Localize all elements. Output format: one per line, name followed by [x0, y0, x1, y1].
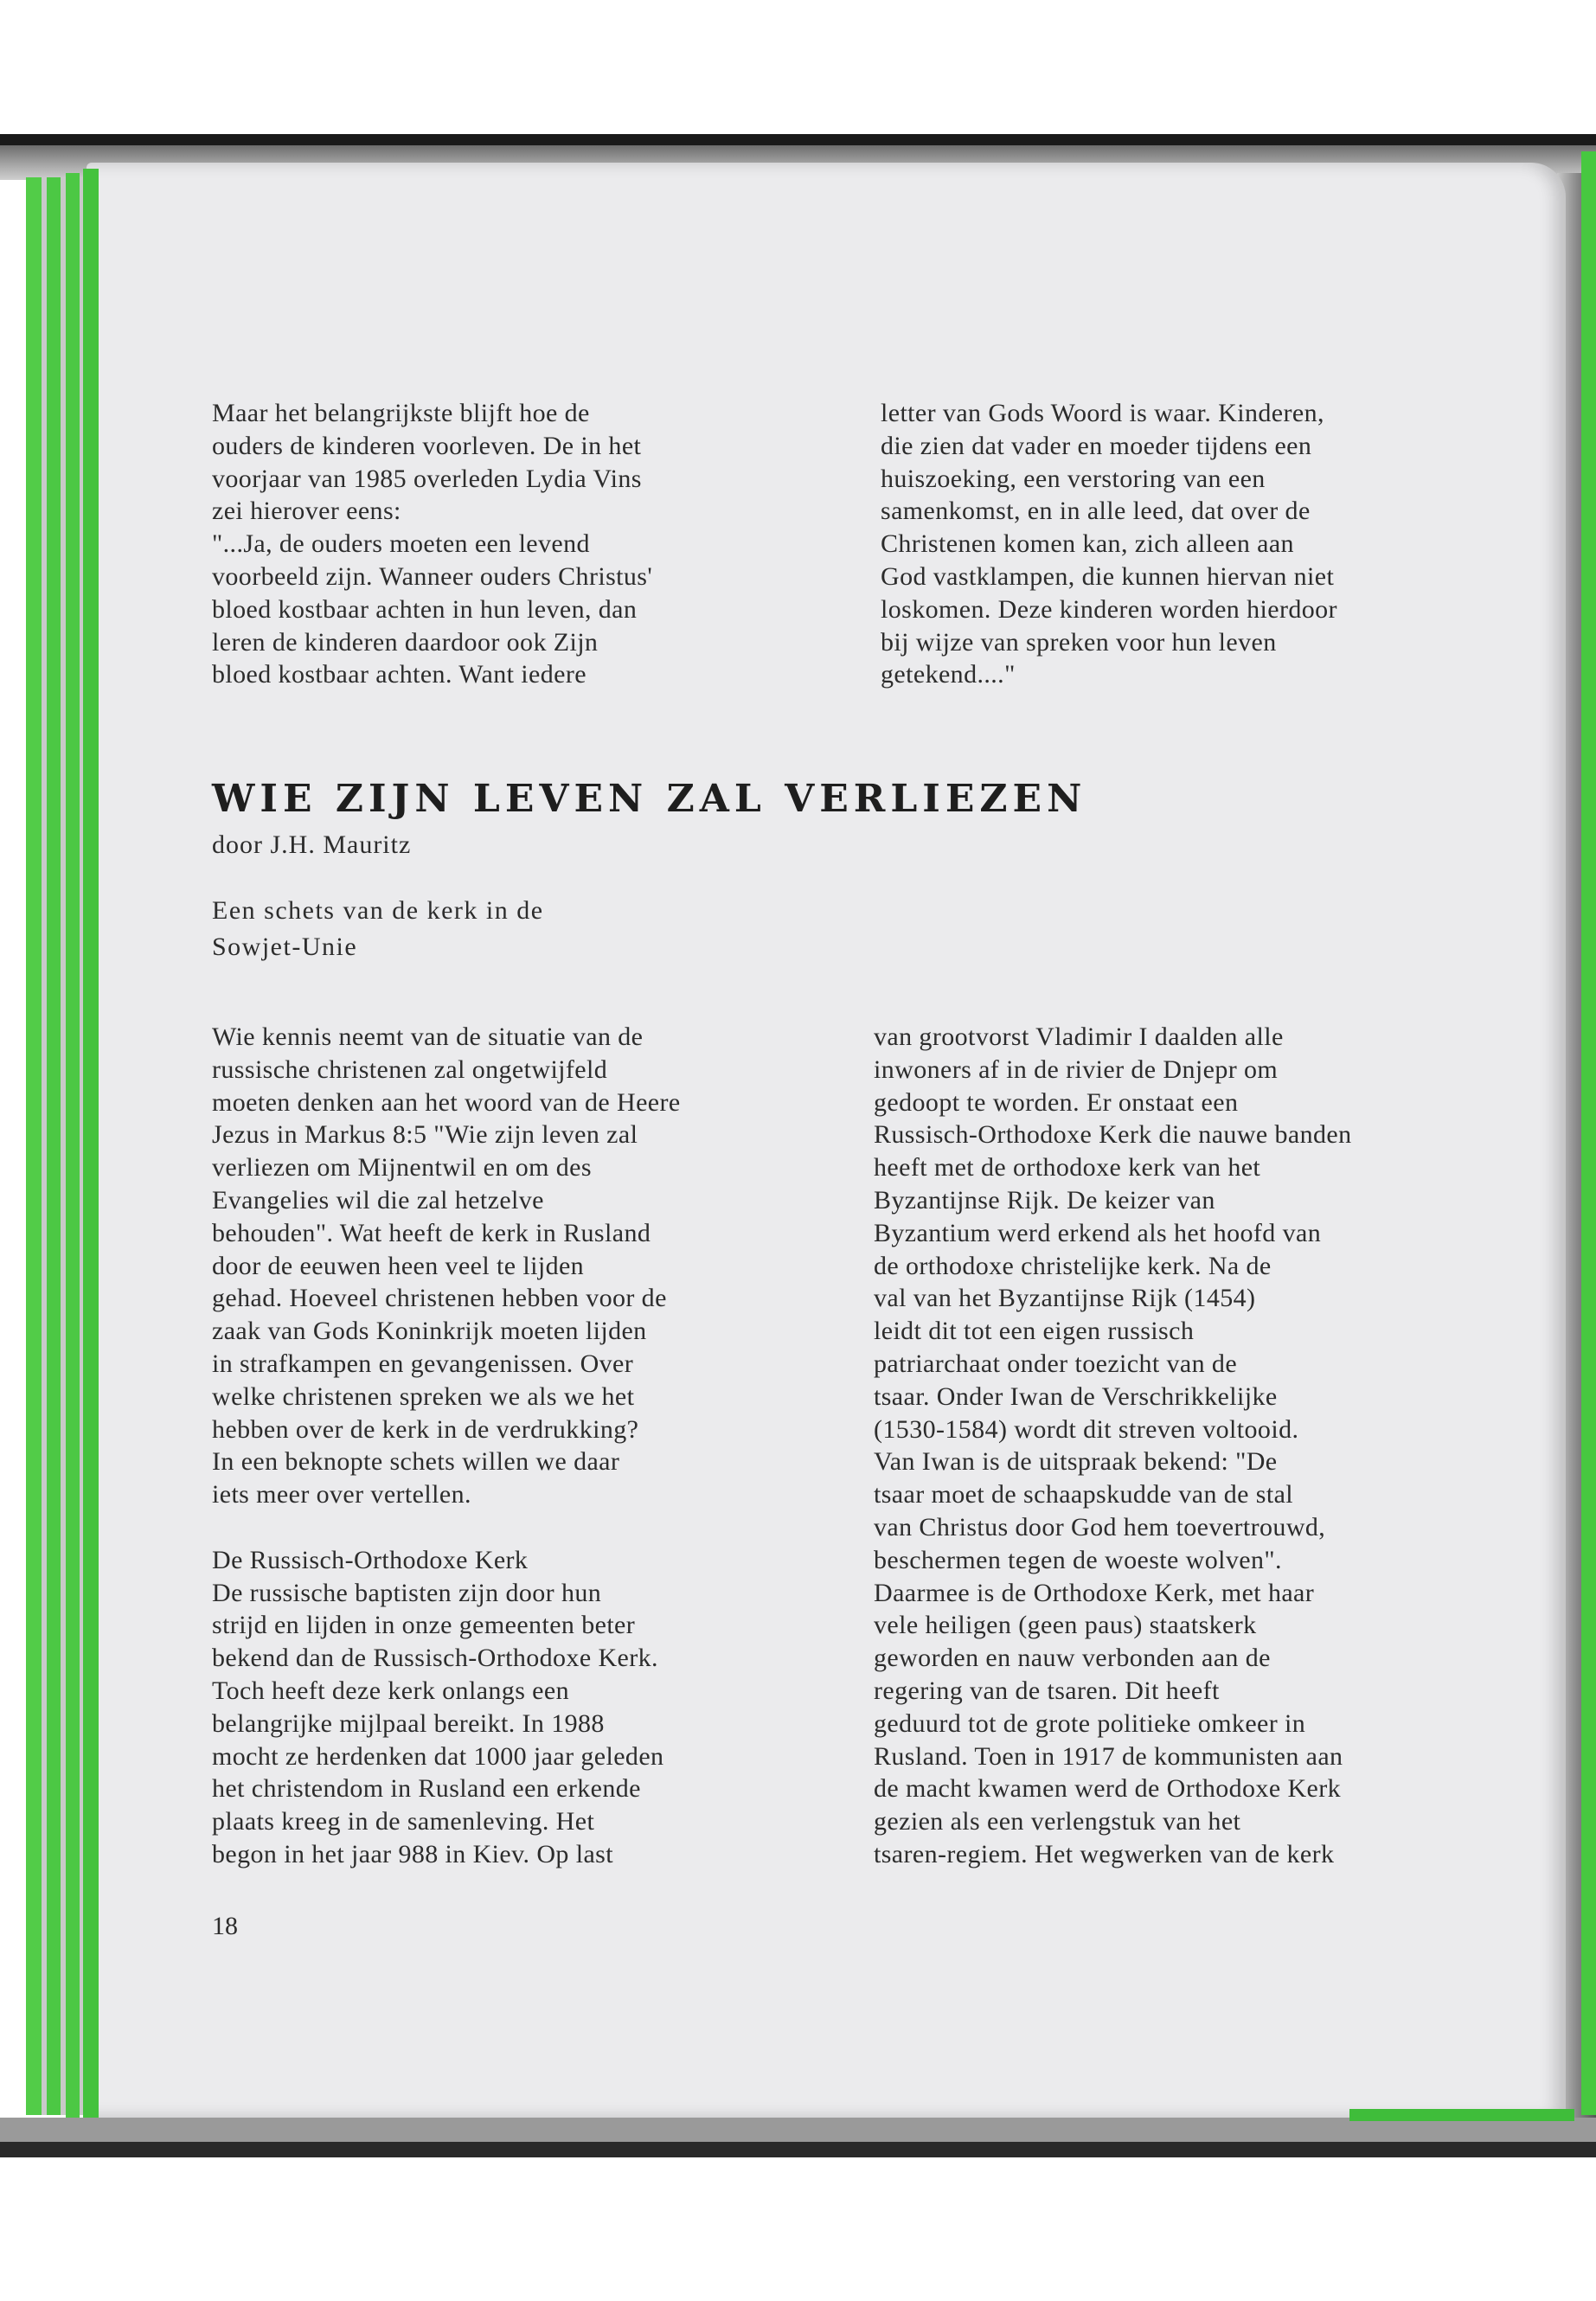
text-line: Evangelies wil die zal hetzelve: [212, 1185, 544, 1215]
text-line: letter van Gods Woord is waar. Kinderen,: [881, 399, 1324, 427]
text-line: tsaar moet de schaapskudde van de stal: [874, 1480, 1294, 1509]
text-line: geworden en nauw verbonden aan de: [874, 1644, 1271, 1673]
text-line: welke christenen spreken we als we het: [212, 1381, 635, 1411]
text-line: Daarmee is de Orthodoxe Kerk, met haar: [874, 1578, 1315, 1607]
text-line: gedoopt te worden. Er onstaat een: [874, 1087, 1239, 1117]
text-line: getekend....": [881, 660, 1016, 689]
text-line: voorjaar van 1985 overleden Lydia Vins: [212, 464, 642, 493]
text-line: tsaar. Onder Iwan de Verschrikkelijke: [874, 1381, 1278, 1411]
subtitle-line: Een schets van de kerk in de: [212, 896, 544, 925]
text-line: Jezus in Markus 8:5 "Wie zijn leven zal: [212, 1120, 638, 1150]
text-line: vele heiligen (geen paus) staatskerk: [874, 1611, 1257, 1640]
subtitle-line: Sowjet-Unie: [212, 933, 358, 961]
text-line: Rusland. Toen in 1917 de kommunisten aan: [874, 1741, 1343, 1771]
text-line: inwoners af in de rivier de Dnjepr om: [874, 1054, 1279, 1084]
text-line: val van het Byzantijnse Rijk (1454): [874, 1284, 1256, 1313]
text-line: belangrijke mijlpaal bereikt. In 1988: [212, 1708, 605, 1738]
text-line: bij wijze van spreken voor hun leven: [881, 627, 1277, 657]
text-line: God vastklampen, die kunnen hiervan niet: [881, 561, 1335, 591]
article-column-left: [212, 1021, 852, 1871]
green-page-edge-strip: [47, 177, 61, 2115]
scan-background-top: [0, 0, 1596, 134]
green-page-edge-strip: [83, 169, 99, 2132]
section-heading: De Russisch-Orthodoxe Kerk: [212, 1545, 529, 1574]
text-line: loskomen. Deze kinderen worden hierdoor: [881, 594, 1337, 624]
text-line: zaak van Gods Koninkrijk moeten lijden: [212, 1317, 647, 1346]
text-line: van Christus door God hem toevertrouwd,: [874, 1512, 1326, 1541]
text-line: plaats kreeg in de samenleving. Het: [212, 1807, 595, 1836]
text-line: samenkomst, en in alle leed, dat over de: [881, 497, 1311, 526]
text-line: bekend dan de Russisch-Orthodoxe Kerk.: [212, 1644, 658, 1673]
scan-background-bottom: [0, 2157, 1596, 2301]
text-line: russische christenen zal ongetwijfeld: [212, 1054, 608, 1084]
text-line: bloed kostbaar achten in hun leven, dan: [212, 594, 638, 624]
text-line: behouden". Wat heeft de kerk in Rusland: [212, 1218, 651, 1247]
green-cover-right: [1581, 151, 1596, 2115]
text-line: van grootvorst Vladimir I daalden alle: [874, 1022, 1284, 1051]
text-line: Toch heeft deze kerk onlangs een: [212, 1676, 570, 1705]
text-line: bloed kostbaar achten. Want iedere: [212, 660, 586, 689]
text-line: ouders de kinderen voorleven. De in het: [212, 431, 642, 460]
page-number: 18: [212, 1912, 238, 1940]
text-line: begon in het jaar 988 in Kiev. Op last: [212, 1839, 613, 1868]
text-line: de macht kwamen werd de Orthodoxe Kerk: [874, 1774, 1342, 1804]
text-line: In een beknopte schets willen we daar: [212, 1447, 620, 1477]
text-line: gehad. Hoeveel christenen hebben voor de: [212, 1284, 667, 1313]
article-column-right: [874, 1021, 1531, 1871]
text-line: Byzantijnse Rijk. De keizer van: [874, 1185, 1215, 1215]
article-byline: door J.H. Mauritz: [212, 830, 412, 859]
text-line: Christenen komen kan, zich alleen aan: [881, 529, 1294, 559]
text-line: gezien als een verlengstuk van het: [874, 1807, 1241, 1836]
text-line: zei hierover eens:: [212, 497, 401, 526]
text-line: hebben over de kerk in de verdrukking?: [212, 1414, 639, 1444]
text-line: "...Ja, de ouders moeten een levend: [212, 529, 590, 559]
text-line: leidt dit tot een eigen russisch: [874, 1317, 1195, 1346]
article-subtitle: [212, 893, 544, 965]
text-line: mocht ze herdenken dat 1000 jaar geleden: [212, 1741, 664, 1771]
text-line: strijd en lijden in onze gemeenten beter: [212, 1611, 636, 1640]
text-line: (1530-1584) wordt dit streven voltooid.: [874, 1414, 1299, 1444]
text-line: het christendom in Rusland een erkende: [212, 1774, 641, 1804]
text-line: heeft met de orthodoxe kerk van het: [874, 1153, 1261, 1183]
scan-bottom-edge: [0, 2142, 1596, 2157]
article-headline: WIE ZIJN LEVEN ZAL VERLIEZEN: [212, 777, 1087, 821]
text-line: in strafkampen en gevangenissen. Over: [212, 1349, 634, 1378]
green-page-edge-strip: [66, 173, 80, 2124]
green-page-edge-strip: [26, 177, 42, 2115]
text-line: Wie kennis neemt van de situatie van de: [212, 1022, 644, 1051]
text-line: Maar het belangrijkste blijft hoe de: [212, 399, 590, 427]
text-line: verliezen om Mijnentwil en om des: [212, 1153, 592, 1183]
text-line: regering van de tsaren. Dit heeft: [874, 1676, 1220, 1705]
text-line: Byzantium werd erkend als het hoofd van: [874, 1218, 1322, 1247]
text-line: beschermen tegen de woeste wolven".: [874, 1545, 1282, 1574]
intro-column-right: [881, 397, 1521, 691]
text-line: geduurd tot de grote politieke omkeer in: [874, 1708, 1306, 1738]
text-line: tsaren-regiem. Het wegwerken van de kerk: [874, 1839, 1335, 1868]
text-line: De russische baptisten zijn door hun: [212, 1578, 602, 1607]
text-line: leren de kinderen daardoor ook Zijn: [212, 627, 599, 657]
text-line: door de eeuwen heen veel te lijden: [212, 1251, 585, 1280]
text-line: huiszoeking, een verstoring van een: [881, 464, 1266, 493]
text-line: de orthodoxe christelijke kerk. Na de: [874, 1251, 1272, 1280]
text-line: die zien dat vader en moeder tijdens een: [881, 431, 1312, 460]
text-line: patriarchaat onder toezicht van de: [874, 1349, 1238, 1378]
text-line: Russisch-Orthodoxe Kerk die nauwe banden: [874, 1120, 1352, 1150]
text-line: iets meer over vertellen.: [212, 1480, 471, 1509]
text-line: moeten denken aan het woord van de Heere: [212, 1087, 681, 1117]
text-line: Van Iwan is de uitspraak bekend: "De: [874, 1447, 1278, 1477]
intro-column-left: [212, 397, 852, 691]
text-line: voorbeeld zijn. Wanneer ouders Christus': [212, 561, 653, 591]
green-cover-bottom: [1349, 2109, 1574, 2121]
